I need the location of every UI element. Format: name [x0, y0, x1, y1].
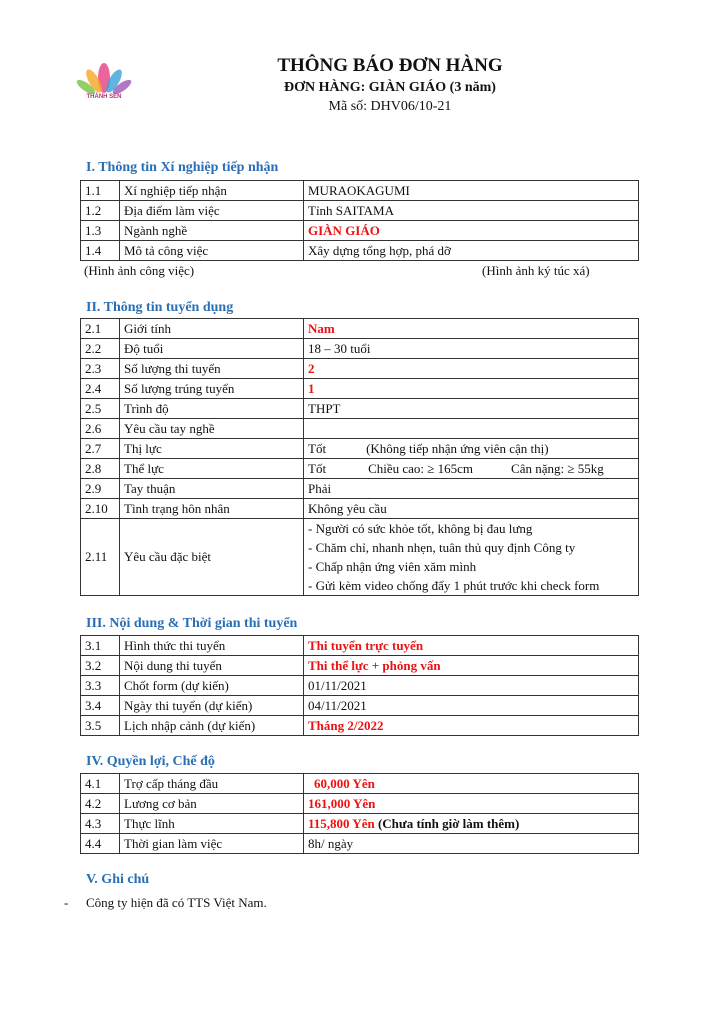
row-no: 1.4 — [81, 241, 120, 261]
requirement-line: - Gửi kèm video chống đẩy 1 phút trước khi check form — [308, 578, 600, 593]
row-no: 2.3 — [81, 359, 120, 379]
row-value: Xây dựng tổng hợp, phá dỡ — [304, 241, 639, 261]
vision-value: Tốt — [308, 440, 327, 456]
row-label: Thể lực — [120, 459, 304, 479]
row-no: 2.9 — [81, 479, 120, 499]
table-row — [81, 479, 639, 499]
fitness-value: Tốt — [308, 460, 327, 476]
row-label: Giới tính — [120, 319, 304, 339]
table-row — [81, 499, 639, 519]
row-value — [304, 814, 639, 834]
row-label: Số lượng thi tuyển — [120, 359, 304, 379]
row-no: 4.3 — [81, 814, 120, 834]
row-label: Tay thuận — [120, 479, 304, 499]
table-row — [81, 221, 639, 241]
row-value: Thi thể lực + phỏng vấn — [304, 656, 639, 676]
table-row — [81, 379, 639, 399]
row-value: 161,000 Yên — [304, 794, 639, 814]
table-row — [81, 834, 639, 854]
row-no: 4.1 — [81, 774, 120, 794]
table-row — [81, 319, 639, 339]
table-row — [81, 439, 639, 459]
row-label: Chốt form (dự kiến) — [120, 676, 304, 696]
row-value: Phải — [304, 479, 639, 499]
row-value: Thi tuyển trực tuyến — [304, 636, 639, 656]
section-2-title: II. Thông tin tuyển dụng — [86, 300, 234, 315]
dorm-image-caption: (Hình ảnh ký túc xá) — [482, 263, 590, 278]
table-row — [81, 519, 639, 596]
row-label: Trình độ — [120, 399, 304, 419]
row-label: Độ tuổi — [120, 339, 304, 359]
row-label: Lịch nhập cảnh (dự kiến) — [120, 716, 304, 736]
row-label: Thời gian làm việc — [120, 834, 304, 854]
height-requirement: Chiều cao: ≥ 165cm — [368, 460, 474, 476]
order-subtitle: ĐƠN HÀNG: GIÀN GIÁO (3 năm) — [284, 80, 496, 95]
row-no: 2.10 — [81, 499, 120, 519]
row-value — [304, 419, 639, 439]
row-value: Nam — [304, 319, 639, 339]
row-no: 4.4 — [81, 834, 120, 854]
section-1-title: I. Thông tin Xí nghiệp tiếp nhận — [86, 160, 279, 175]
row-value: MURAOKAGUMI — [304, 181, 639, 201]
table-row — [81, 419, 639, 439]
logo-text: THÀNH SEN — [86, 94, 122, 100]
row-no: 3.5 — [81, 716, 120, 736]
row-no: 2.2 — [81, 339, 120, 359]
row-label: Lương cơ bản — [120, 794, 304, 814]
row-no: 2.1 — [81, 319, 120, 339]
section-1-table — [80, 180, 639, 261]
table-row — [81, 339, 639, 359]
weight-requirement: Cân nặng: ≥ 55kg — [511, 460, 604, 476]
section-4-title: IV. Quyền lợi, Chế độ — [86, 754, 215, 769]
row-no: 4.2 — [81, 794, 120, 814]
row-label: Ngành nghề — [120, 221, 304, 241]
table-row — [81, 359, 639, 379]
row-no: 2.7 — [81, 439, 120, 459]
row-no: 1.1 — [81, 181, 120, 201]
row-no: 3.1 — [81, 636, 120, 656]
row-label: Địa điểm làm việc — [120, 201, 304, 221]
row-label: Nội dung thi tuyển — [120, 656, 304, 676]
order-code: Mã số: DHV06/10-21 — [328, 99, 452, 114]
row-no: 2.8 — [81, 459, 120, 479]
note-line — [64, 895, 267, 911]
table-row — [81, 794, 639, 814]
net-salary: 115,800 Yên — [308, 815, 375, 831]
net-salary-note: (Chưa tính giờ làm thêm) — [377, 815, 520, 831]
table-row — [81, 656, 639, 676]
row-value: 04/11/2021 — [304, 696, 639, 716]
row-label: Yêu cầu tay nghề — [120, 419, 304, 439]
table-row — [81, 696, 639, 716]
row-value: Không yêu cầu — [304, 499, 639, 519]
section-2-table — [80, 318, 639, 596]
row-value — [304, 439, 639, 459]
row-label: Tình trạng hôn nhân — [120, 499, 304, 519]
row-no: 2.5 — [81, 399, 120, 419]
row-value: Tỉnh SAITAMA — [304, 201, 639, 221]
section-5-title: V. Ghi chú — [86, 872, 150, 887]
row-value: 01/11/2021 — [304, 676, 639, 696]
row-value: 18 – 30 tuổi — [304, 339, 639, 359]
special-requirements — [304, 519, 639, 596]
table-row — [81, 459, 639, 479]
row-label: Ngày thi tuyển (dự kiến) — [120, 696, 304, 716]
table-row — [81, 716, 639, 736]
section-3-title: III. Nội dung & Thời gian thi tuyển — [86, 616, 298, 631]
table-row — [81, 636, 639, 656]
row-label: Thị lực — [120, 439, 304, 459]
work-image-caption: (Hình ảnh công việc) — [84, 263, 195, 278]
requirement-line: - Chăm chỉ, nhanh nhẹn, tuân thủ quy định Công ty — [308, 540, 576, 555]
row-value: THPT — [304, 399, 639, 419]
note-bullet: - — [64, 895, 69, 910]
table-row — [81, 774, 639, 794]
vision-note: (Không tiếp nhận ứng viên cận thị) — [366, 440, 549, 456]
table-row — [81, 676, 639, 696]
row-value: GIÀN GIÁO — [304, 221, 639, 241]
row-value: 1 — [304, 379, 639, 399]
requirement-line: - Chấp nhận ứng viên xăm mình — [308, 559, 477, 574]
row-no: 3.4 — [81, 696, 120, 716]
row-no: 1.3 — [81, 221, 120, 241]
row-no: 2.4 — [81, 379, 120, 399]
table-row — [81, 399, 639, 419]
row-no: 3.2 — [81, 656, 120, 676]
page-title: THÔNG BÁO ĐƠN HÀNG — [277, 55, 503, 76]
table-row — [81, 814, 639, 834]
row-label: Hình thức thi tuyển — [120, 636, 304, 656]
row-no: 2.11 — [81, 519, 120, 596]
section-3-table — [80, 635, 639, 736]
note-text: Công ty hiện đã có TTS Việt Nam. — [86, 895, 267, 910]
table-row — [81, 241, 639, 261]
row-label: Yêu cầu đặc biệt — [120, 519, 304, 596]
row-no: 2.6 — [81, 419, 120, 439]
table-row — [81, 201, 639, 221]
row-value: 2 — [304, 359, 639, 379]
table-row — [81, 181, 639, 201]
row-label: Mô tả công việc — [120, 241, 304, 261]
row-value — [304, 459, 639, 479]
company-logo — [72, 52, 136, 112]
row-label: Thực lĩnh — [120, 814, 304, 834]
section-4-table — [80, 773, 639, 854]
row-value: Tháng 2/2022 — [304, 716, 639, 736]
row-no: 1.2 — [81, 201, 120, 221]
row-label: Xí nghiệp tiếp nhận — [120, 181, 304, 201]
requirement-line: - Người có sức khỏe tốt, không bị đau lưng — [308, 521, 533, 536]
row-label: Trợ cấp tháng đầu — [120, 774, 304, 794]
row-value: 8h/ ngày — [304, 834, 639, 854]
row-label: Số lượng trúng tuyển — [120, 379, 304, 399]
row-no: 3.3 — [81, 676, 120, 696]
row-value: 60,000 Yên — [304, 774, 639, 794]
